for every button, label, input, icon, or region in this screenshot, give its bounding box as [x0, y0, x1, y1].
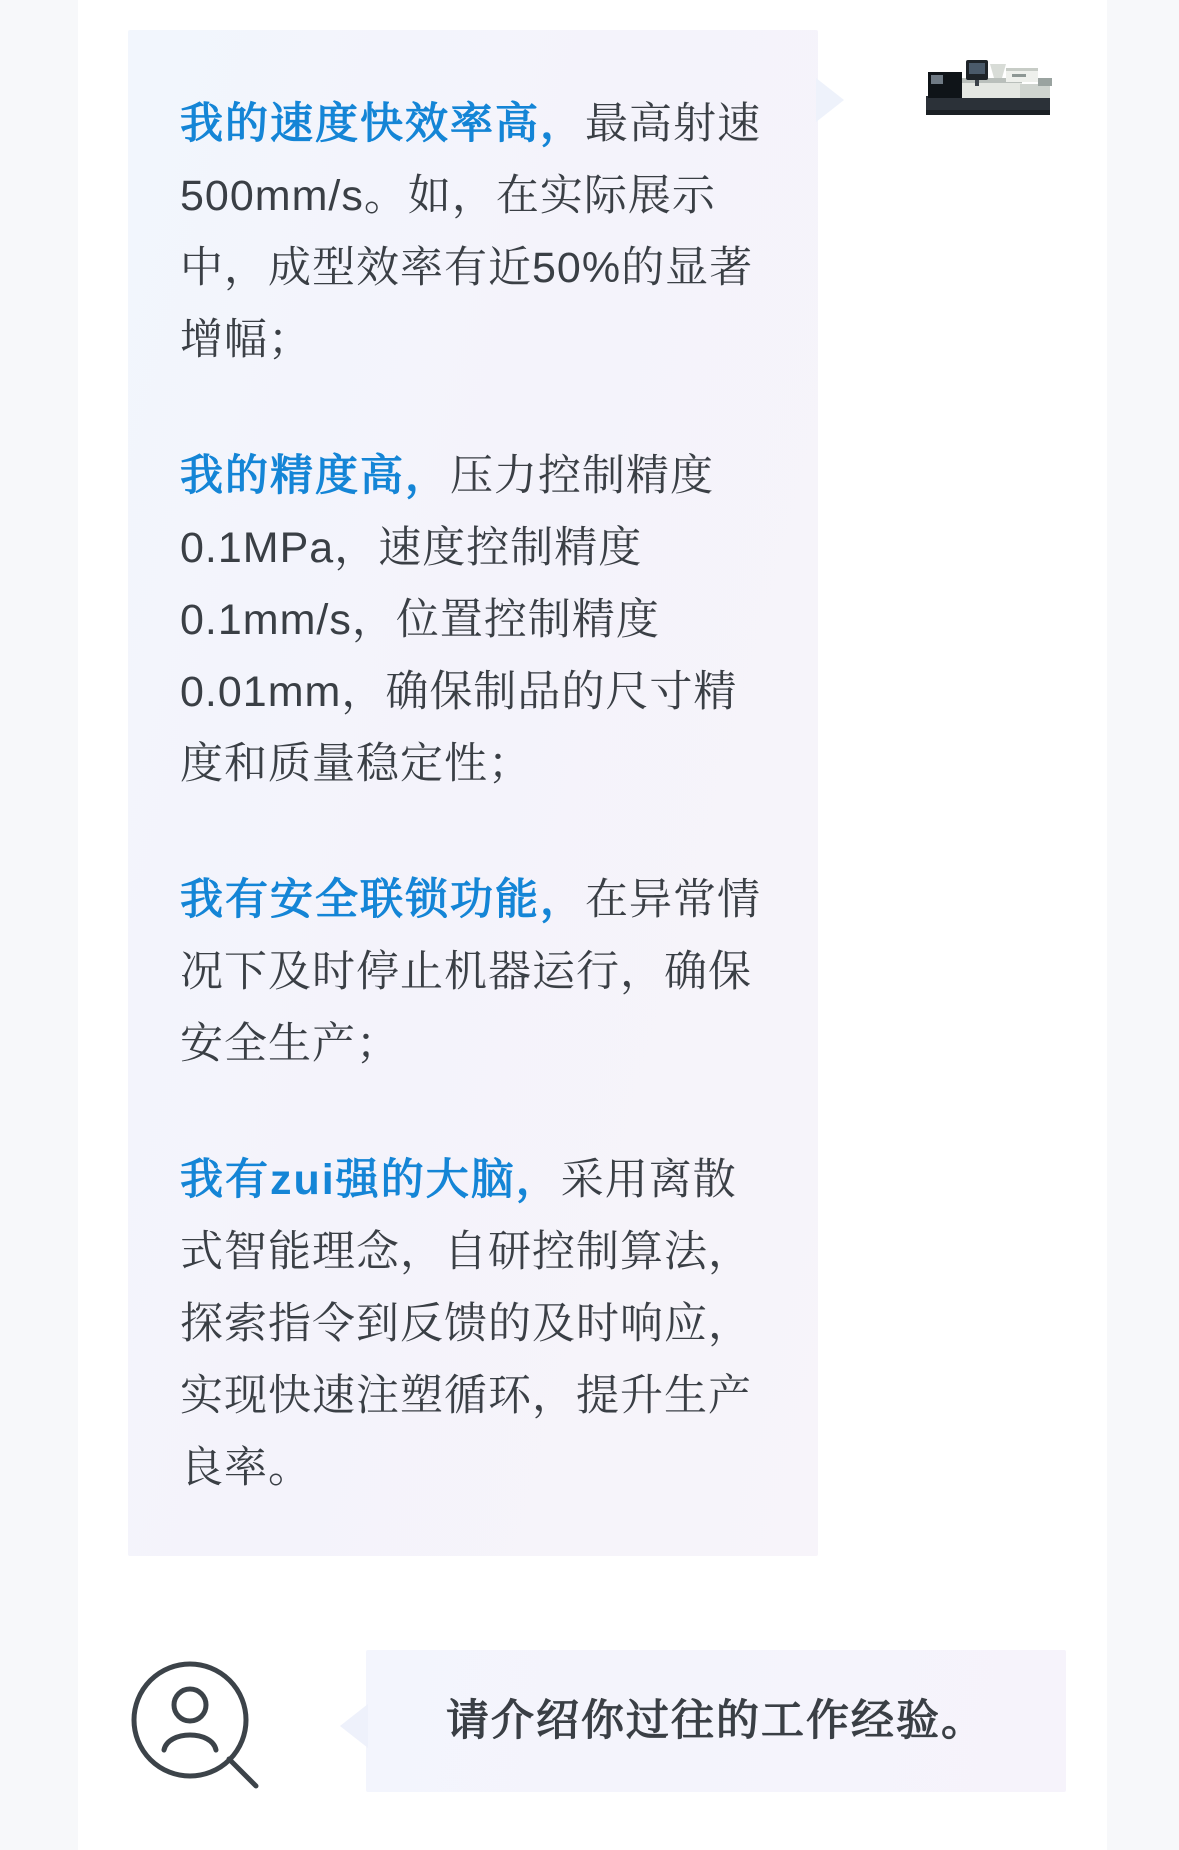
assistant-message-row: [128, 30, 818, 1556]
assistant-paragraph: [180, 440, 766, 800]
injection-molding-machine-photo: [920, 38, 1060, 128]
assistant-paragraph: [180, 864, 766, 1080]
assistant-paragraph-body: 采用离散式智能理念，自研控制算法，探索指令到反馈的及时响应，实现快速注塑循环，提升生产良率。: [180, 1156, 752, 1492]
assistant-message-bubble: [128, 30, 818, 1556]
bubble-tail-right-icon: [816, 78, 844, 122]
assistant-paragraph: [180, 88, 766, 376]
assistant-paragraph-body: 在异常情况下及时停止机器运行，确保安全生产；: [180, 876, 761, 1068]
assistant-paragraph-keyword: 我有zui强的大脑，: [180, 1156, 561, 1204]
assistant-paragraph-keyword: 我的速度快效率高，: [180, 100, 585, 148]
page-margin-right: [1107, 0, 1179, 1850]
assistant-paragraph: [180, 1144, 766, 1504]
bubble-tail-left-icon: [340, 1704, 368, 1748]
assistant-paragraph-keyword: 我有安全联锁功能，: [180, 876, 585, 924]
user-message-row: [128, 1650, 1068, 1810]
user-message-bubble: [366, 1650, 1066, 1792]
assistant-paragraph-body: 最高射速500mm/s。如，在实际展示中，成型效率有近50%的显著增幅；: [180, 100, 761, 364]
page-margin-left: [0, 0, 78, 1850]
user-message-text: 请介绍你过往的工作经验。: [446, 1697, 986, 1745]
assistant-paragraph-body: 压力控制精度0.1MPa，速度控制精度0.1mm/s，位置控制精度0.01mm，确保制品的尺寸精度和质量稳定性；: [180, 452, 738, 788]
assistant-paragraph-keyword: 我的精度高，: [180, 452, 450, 500]
user-avatar-icon[interactable]: [128, 1658, 264, 1794]
